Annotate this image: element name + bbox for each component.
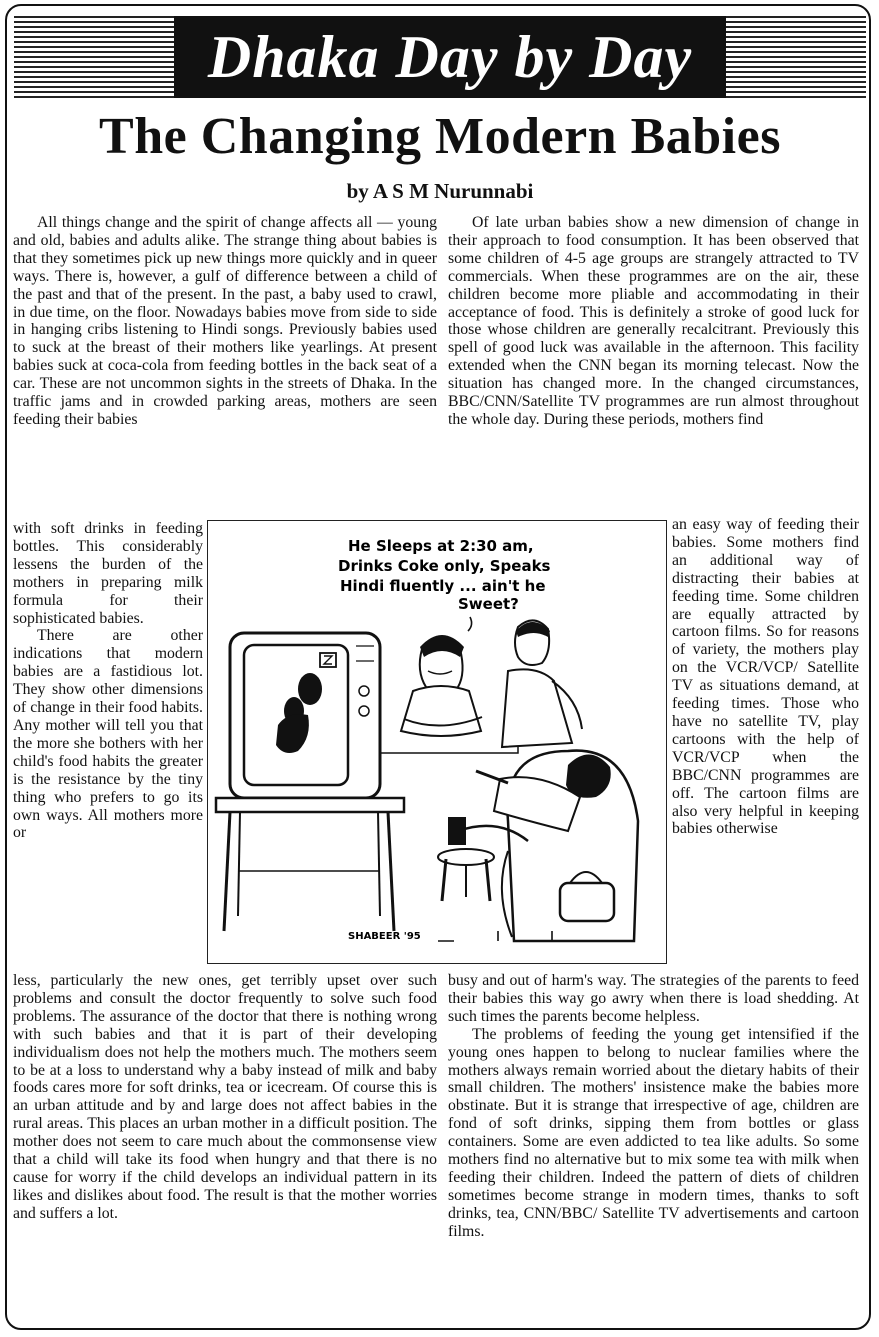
paragraph: The problems of feeding the young get intensified if the young ones happen to belong to nuclear families where the mothers always remain worried about the dietary habits of their small children. The mothers' insistence make the babies more obstinate. But it is strange that irrespective of age, children are fond of soft drinks, sipping them from bottles or glass containers. Some are even addicted to tea like adults. So some mothers find no alternative but to mix some tea with milk when feeding their children. Indeed the pattern of diets of children sometimes become strange in modern times, thanks to soft drinks, tea, CNN/BBC/ Satellite TV advertisements and cartoon films. xyxy=(448,1025,859,1240)
caption-line: Hindi fluently ... ain't he xyxy=(340,577,546,595)
father-figure xyxy=(502,620,582,747)
cartoon-illustration xyxy=(207,520,667,964)
tv-icon xyxy=(230,633,380,798)
paragraph: All things change and the spirit of change affects all — young and old, babies and adults alike. The strange thing about babies is that they sometimes pick up new things more quickly and in queer ways. There is, however, a gulf of difference between a child of the past and that of the present. In the past, a baby used to crawl, in due time, on the floor. Nowadays babies move from side to side in hanging cribs listening to Hindi songs. Previously babies used to suck at the breast of their mothers like yearlings. At present babies suck at coca-cola from feeding bottles in the back seat of a car. These are not uncommon sights in the streets of Dhaka. In the traffic jams and in crowded parking areas, mothers are seen feeding their babies xyxy=(13,214,437,428)
right-column-top xyxy=(448,214,859,519)
newspaper-clipping xyxy=(5,4,871,1330)
left-column-bottom xyxy=(13,972,437,1330)
cartoon-drawing xyxy=(208,521,665,962)
paragraph: There are other indications that modern babies are a fastidious lot. They show other dimensions of change in their food habits. Any mother will tell you that the more she bothers with her child's food habits the greater is the resistance by the tiny thing who prefers to go its own ways. All mothers more or xyxy=(13,627,203,842)
paragraph: with soft drinks in feeding bottles. This considerably lessens the burden of the mothers in preparing milk formula for their sophisticated babies. xyxy=(13,520,203,627)
caption-line: Sweet? xyxy=(458,595,519,613)
paragraph: an easy way of feeding their babies. Some mothers find an additional way of distracting their babies at feeding time. Some children are equally attracted by cartoon films. So for reasons of variety, the mothers play on the VCR/VCP/ Satellite TV as situations demand, at feeding times. Those who have no satellite TV, play cartoons with the help of VCR/VCP when the BBC/CNN programmes are off. The cartoon films are also very helpful in keeping babies otherwise xyxy=(672,516,859,838)
caption-line: Drinks Coke only, Speaks xyxy=(338,557,551,575)
article-headline: The Changing Modern Babies xyxy=(99,108,781,165)
left-column-middle xyxy=(13,520,203,972)
article-byline: by A S M Nurunnabi xyxy=(346,179,534,203)
right-column-bottom xyxy=(448,972,859,1330)
paragraph: busy and out of harm's way. The strategies of the parents to feed their babies this way go awry when there is load shedding. At such times the parents become helpless. xyxy=(448,972,859,1025)
mother-figure xyxy=(401,635,482,736)
cartoonist-signature: SHABEER '95 xyxy=(348,931,421,942)
paragraph: less, particularly the new ones, get terribly upset over such problems and consult the doctor frequently to solve such food problems. The assurance of the doctor that there is nothing wrong with such babies and that it is part of their developing individualism does not help the mothers much. The mothers seem to be at a loss to understand why a baby instead of milk and baby foods cares more for soft drinks, tea or icecream. Of course this is an urban attitude and by and large does not affect babies in the rural areas. This places an urban mother in a difficult position. The mother does not seem to care much about the commonsense view that a child will take its food when hungry and that there is no cause for worry if the child develops an individual pattern in its likes and dislikes about food. The result is that the mother worries and suffers a lot. xyxy=(13,972,437,1222)
left-column-top xyxy=(13,214,437,519)
paragraph: Of late urban babies show a new dimension of change in their approach to food consumption. It has been observed that some children of 4-5 age groups are strangely attracted to TV commercials. When these programmes are on the air, these children become more pliable and accommodating in their acceptance of food. This is definitely a stroke of good luck for those whose children are generally recalcitrant. Previously this spell of good luck was available in the afternoon. This facility extended when the CNN began its morning telecast. Now the situation has changed more. In the changed circumstances, BBC/CNN/Satellite TV programmes are run almost throughout the whole day. During these periods, mothers find xyxy=(448,214,859,428)
right-column-middle xyxy=(672,516,859,972)
stool-icon xyxy=(438,849,494,901)
table-icon xyxy=(216,798,404,931)
column-title: Dhaka Day by Day xyxy=(174,16,726,98)
column-banner xyxy=(14,16,866,98)
caption-line: He Sleeps at 2:30 am, xyxy=(348,537,534,555)
